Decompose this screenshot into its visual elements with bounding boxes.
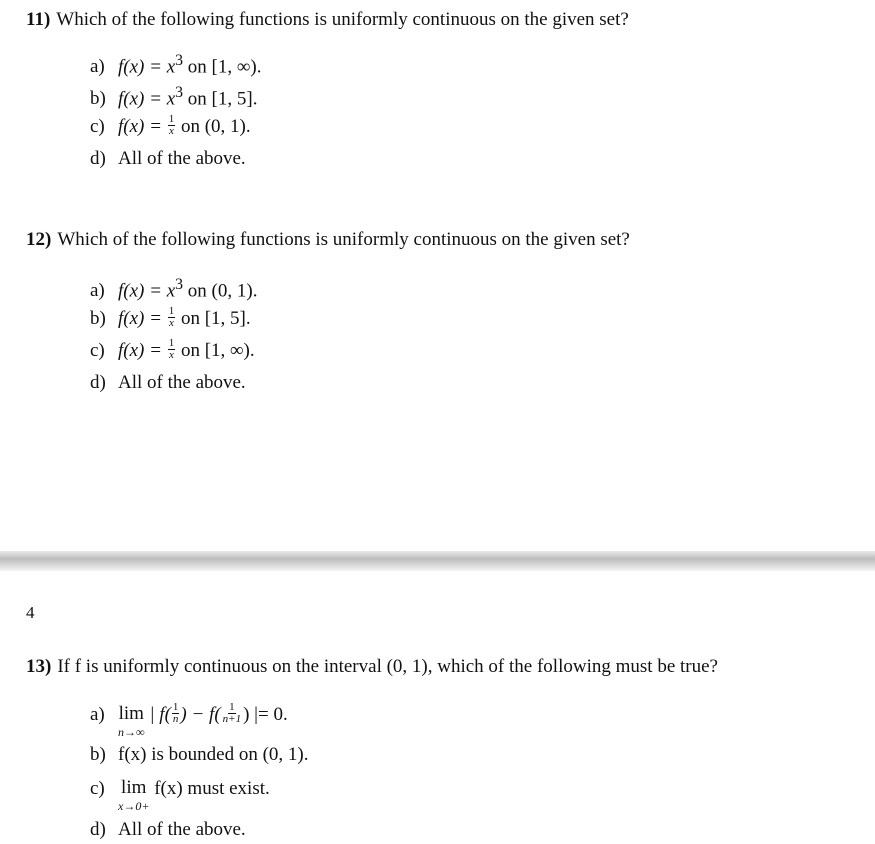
option-set: (0, 1). — [211, 280, 258, 302]
fraction-denominator: x — [168, 317, 174, 330]
option-13b — [90, 744, 309, 766]
option-12d — [90, 372, 246, 394]
option-label: c) — [90, 116, 105, 137]
question-12 — [26, 229, 630, 251]
option-sup: 3 — [175, 276, 184, 293]
option-expr: ) − f( — [180, 704, 221, 725]
fraction — [222, 702, 242, 725]
limit-operator: lim — [121, 777, 147, 798]
option-label: c) — [90, 778, 105, 799]
option-expr: ) |= 0. — [243, 704, 288, 725]
option-text: f(x) is bounded on (0, 1). — [118, 744, 309, 765]
limit-subscript: n→∞ — [118, 725, 145, 739]
fraction-denominator: n+1 — [222, 713, 242, 726]
option-set: [1, 5]. — [204, 308, 251, 329]
fraction-numerator: 1 — [168, 337, 175, 350]
option-11b — [90, 84, 257, 110]
option-expr: x — [166, 88, 176, 110]
option-text: All of the above. — [118, 819, 246, 840]
option-12b — [90, 305, 251, 331]
fraction — [168, 306, 176, 329]
option-fx: f(x) = — [118, 280, 167, 302]
option-fx: f(x) = — [118, 56, 167, 78]
question-text: Which of the following functions is uniformly continuous on the given set? — [57, 229, 630, 250]
option-label: b) — [90, 308, 106, 329]
page-break — [0, 551, 875, 571]
option-fx: f(x) = — [118, 88, 167, 110]
option-12a — [90, 276, 257, 302]
option-label: d) — [90, 819, 106, 840]
option-expr: | f( — [144, 704, 171, 725]
option-on: on — [183, 56, 212, 78]
fraction — [172, 702, 180, 725]
option-fx: f(x) = — [118, 340, 167, 361]
option-13c — [90, 778, 270, 812]
limit-subscript: x→0+ — [118, 799, 150, 813]
option-on: on — [176, 308, 205, 329]
option-label: d) — [90, 148, 106, 169]
fraction-numerator: 1 — [229, 701, 235, 714]
fraction-denominator: n — [172, 713, 179, 726]
option-label: d) — [90, 372, 106, 393]
question-13 — [26, 656, 718, 678]
option-label: b) — [90, 88, 106, 110]
option-label: a) — [90, 704, 105, 725]
page-number: 4 — [26, 603, 35, 622]
option-set: [1, ∞). — [204, 340, 255, 361]
option-sup: 3 — [175, 52, 184, 69]
option-label: a) — [90, 280, 105, 302]
option-12c — [90, 337, 255, 363]
option-text: All of the above. — [118, 148, 246, 169]
fraction-denominator: x — [168, 125, 174, 138]
option-on: on — [183, 88, 212, 110]
option-on: on — [176, 116, 205, 137]
option-set: [1, 5]. — [211, 88, 258, 110]
question-number: 11) — [26, 9, 51, 30]
question-number: 12) — [26, 229, 52, 250]
option-on: on — [183, 280, 212, 302]
fraction-numerator: 1 — [172, 701, 179, 714]
option-11a — [90, 52, 262, 78]
fraction-numerator: 1 — [168, 305, 175, 318]
question-11 — [26, 9, 629, 31]
option-sup: 3 — [175, 84, 184, 101]
question-text: Which of the following functions is uniformly continuous on the given set? — [56, 9, 629, 30]
option-set: [1, ∞). — [211, 56, 262, 78]
option-text: f(x) must exist. — [149, 778, 270, 799]
option-on: on — [176, 340, 205, 361]
fraction — [168, 338, 176, 361]
fraction — [168, 114, 176, 137]
fraction-numerator: 1 — [168, 113, 175, 126]
option-11d — [90, 148, 246, 170]
question-text: If f is uniformly continuous on the interval (0, 1), which of the following must be true? — [57, 656, 718, 677]
option-fx: f(x) = — [118, 116, 167, 137]
option-expr: x — [166, 280, 176, 302]
option-label: a) — [90, 56, 105, 78]
fraction-denominator: x — [168, 349, 174, 362]
option-text: All of the above. — [118, 372, 246, 393]
limit — [118, 778, 149, 812]
question-number: 13) — [26, 656, 52, 677]
option-expr: x — [166, 56, 176, 78]
option-label: b) — [90, 744, 106, 765]
option-set: (0, 1). — [204, 116, 251, 137]
option-13a — [90, 701, 288, 739]
limit — [118, 704, 145, 738]
limit-operator: lim — [118, 703, 144, 724]
option-13d — [90, 819, 246, 841]
option-label: c) — [90, 340, 105, 361]
option-11c — [90, 113, 251, 139]
option-fx: f(x) = — [118, 308, 167, 329]
